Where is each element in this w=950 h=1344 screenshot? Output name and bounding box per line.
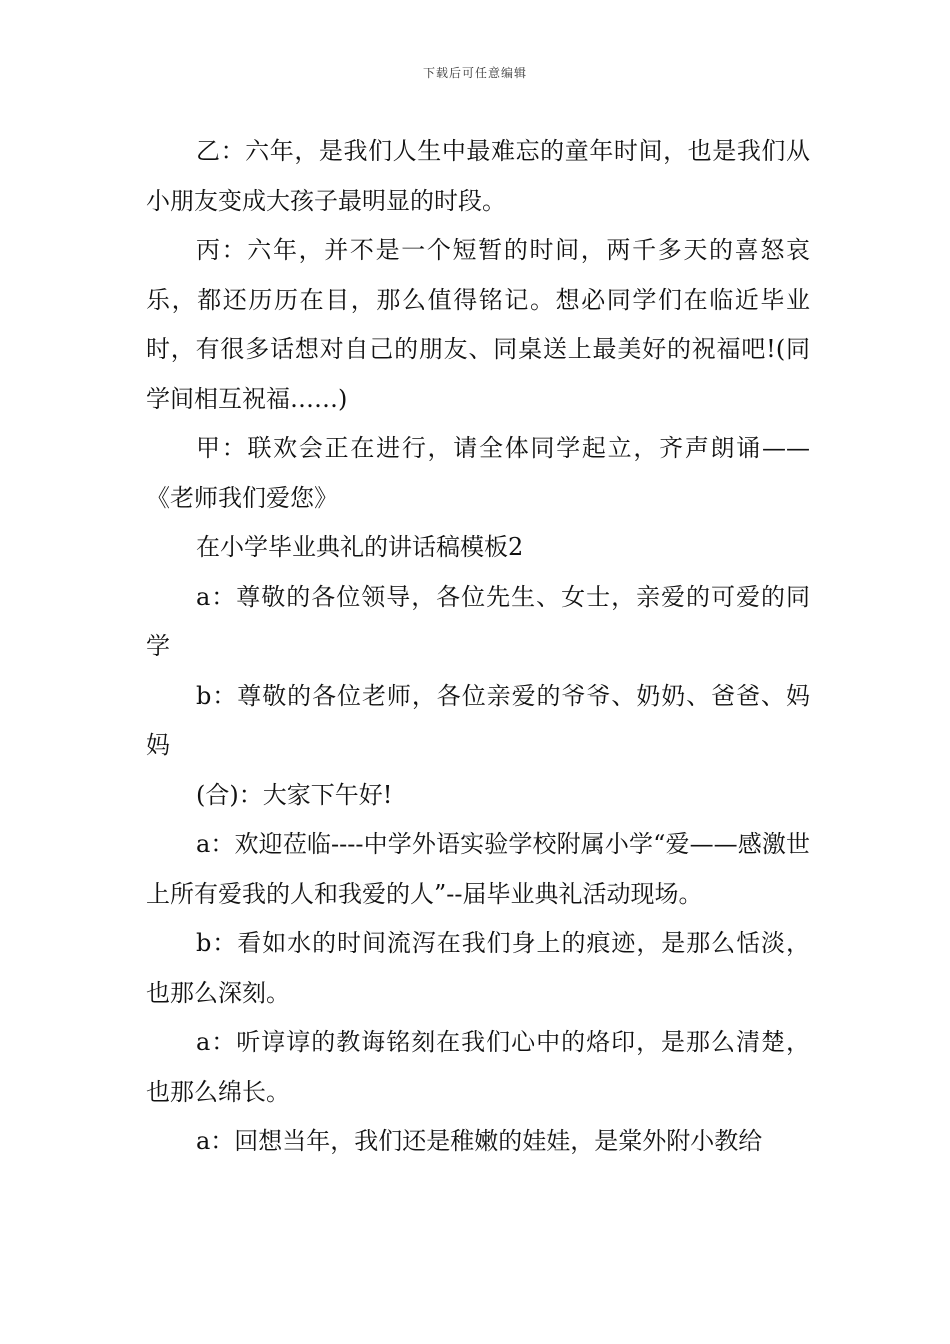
paragraph-a-welcome: a：欢迎莅临----中学外语实验学校附属小学“爱——感激世上所有爱我的人和我爱的人”--届毕业典礼活动现场。 <box>146 830 810 908</box>
paragraph-yi: 乙：六年，是我们人生中最难忘的童年时间，也是我们从小朋友变成大孩子最明显的时段。 <box>146 137 810 215</box>
paragraph-jia: 甲：联欢会正在进行，请全体同学起立，齐声朗诵——《老师我们爱您》 <box>146 434 810 512</box>
paragraph-bing: 丙：六年，并不是一个短暂的时间，两千多天的喜怒哀乐，都还历历在目，那么值得铭记。想必同学们在临近毕业时，有很多话想对自己的朋友、同桌送上最美好的祝福吧!(同学间相互祝福……) <box>146 236 810 413</box>
paragraph-a-teaching: a：听谆谆的教诲铭刻在我们心中的烙印，是那么清楚，也那么绵长。 <box>146 1028 810 1106</box>
section-title: 在小学毕业典礼的讲话稿模板2 <box>196 533 524 561</box>
paragraph-a-greeting: a：尊敬的各位领导，各位先生、女士，亲爱的可爱的同学 <box>146 582 810 660</box>
document-body <box>146 127 810 1167</box>
paragraph-b-time: b：看如水的时间流泻在我们身上的痕迹，是那么恬淡，也那么深刻。 <box>146 929 810 1007</box>
page-header-note: 下载后可任意编辑 <box>422 66 527 80</box>
paragraph-a-recall: a：回想当年，我们还是稚嫩的娃娃，是棠外附小教给 <box>196 1127 763 1155</box>
paragraph-b-greeting: b：尊敬的各位老师，各位亲爱的爷爷、奶奶、爸爸、妈妈 <box>146 681 810 759</box>
paragraph-together: (合)：大家下午好! <box>196 780 393 809</box>
